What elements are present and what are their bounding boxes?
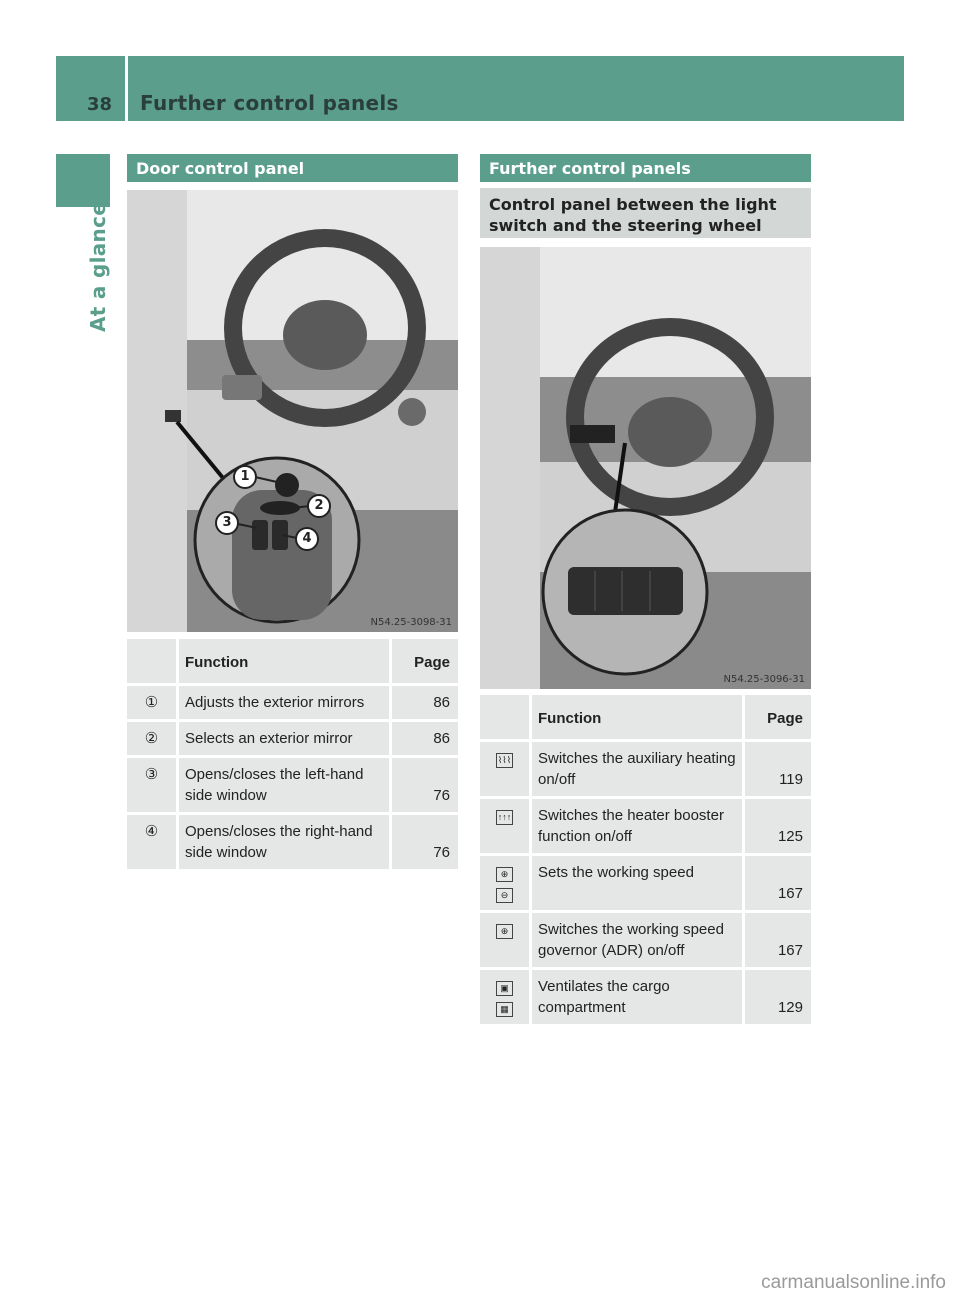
col-page: Page <box>392 639 458 683</box>
image-code: N54.25-3096-31 <box>723 674 805 685</box>
table-row <box>127 722 458 755</box>
function-text: Switches the auxiliary heating on/off <box>532 742 745 796</box>
heater-booster-icon: ↑↑↑ <box>496 810 513 825</box>
page-ref: 86 <box>392 722 458 755</box>
page-number: 38 <box>87 94 113 115</box>
table-row <box>480 913 811 967</box>
table-row <box>127 815 458 869</box>
function-text: Switches the working speed governor (ADR) on/off <box>532 913 745 967</box>
page-ref: 86 <box>392 686 458 719</box>
callout-4: 4 <box>295 527 319 551</box>
callout-symbol: ④ <box>127 815 179 869</box>
section-title-further-panels: Further control panels <box>480 154 811 182</box>
cargo-ventilation-icon: ▣ <box>496 981 513 996</box>
table-header-row <box>480 695 811 739</box>
working-speed-minus-icon: ⊖ <box>496 888 513 903</box>
page-ref: 167 <box>745 913 811 967</box>
subsection-title: Control panel between the light switch and the steering wheel <box>480 188 811 238</box>
table-row <box>480 799 811 853</box>
section-title-door-panel: Door control panel <box>127 154 458 182</box>
header-divider <box>125 56 128 121</box>
table-row <box>480 856 811 910</box>
page-title: Further control panels <box>140 91 399 115</box>
cargo-ventilation-alt-icon: ▦ <box>496 1002 513 1017</box>
further-panels-table <box>480 692 811 1027</box>
steering-panel-photo <box>480 247 811 689</box>
function-text: Switches the heater booster function on/off <box>532 799 745 853</box>
page-ref: 129 <box>745 970 811 1024</box>
callout-1: 1 <box>233 465 257 489</box>
table-row <box>127 758 458 812</box>
door-panel-table <box>127 636 458 872</box>
speed-governor-icon: ⊕ <box>496 924 513 939</box>
working-speed-plus-icon: ⊕ <box>496 867 513 882</box>
callout-symbol: ② <box>127 722 179 755</box>
function-text: Ventilates the cargo compartment <box>532 970 745 1024</box>
callout-3: 3 <box>215 511 239 535</box>
image-code: N54.25-3098-31 <box>370 617 452 628</box>
table-row <box>127 686 458 719</box>
function-text: Sets the working speed <box>532 856 745 910</box>
col-function: Function <box>532 695 745 739</box>
function-text: Opens/closes the left-hand side window <box>179 758 392 812</box>
callout-symbol: ① <box>127 686 179 719</box>
page-ref: 76 <box>392 758 458 812</box>
side-tab <box>56 154 110 207</box>
page-ref: 119 <box>745 742 811 796</box>
aux-heating-icon: ⌇⌇⌇ <box>496 753 513 768</box>
col-function: Function <box>179 639 392 683</box>
table-header-row <box>127 639 458 683</box>
table-row <box>480 742 811 796</box>
callout-symbol: ③ <box>127 758 179 812</box>
page-ref: 125 <box>745 799 811 853</box>
callout-2: 2 <box>307 494 331 518</box>
watermark: carmanualsonline.info <box>761 1272 946 1293</box>
chapter-label: At a glance <box>86 201 110 332</box>
function-text: Selects an exterior mirror <box>179 722 392 755</box>
page-ref: 76 <box>392 815 458 869</box>
door-panel-photo <box>127 190 458 632</box>
table-row <box>480 970 811 1024</box>
function-text: Adjusts the exterior mirrors <box>179 686 392 719</box>
col-page: Page <box>745 695 811 739</box>
page-ref: 167 <box>745 856 811 910</box>
function-text: Opens/closes the right-hand side window <box>179 815 392 869</box>
